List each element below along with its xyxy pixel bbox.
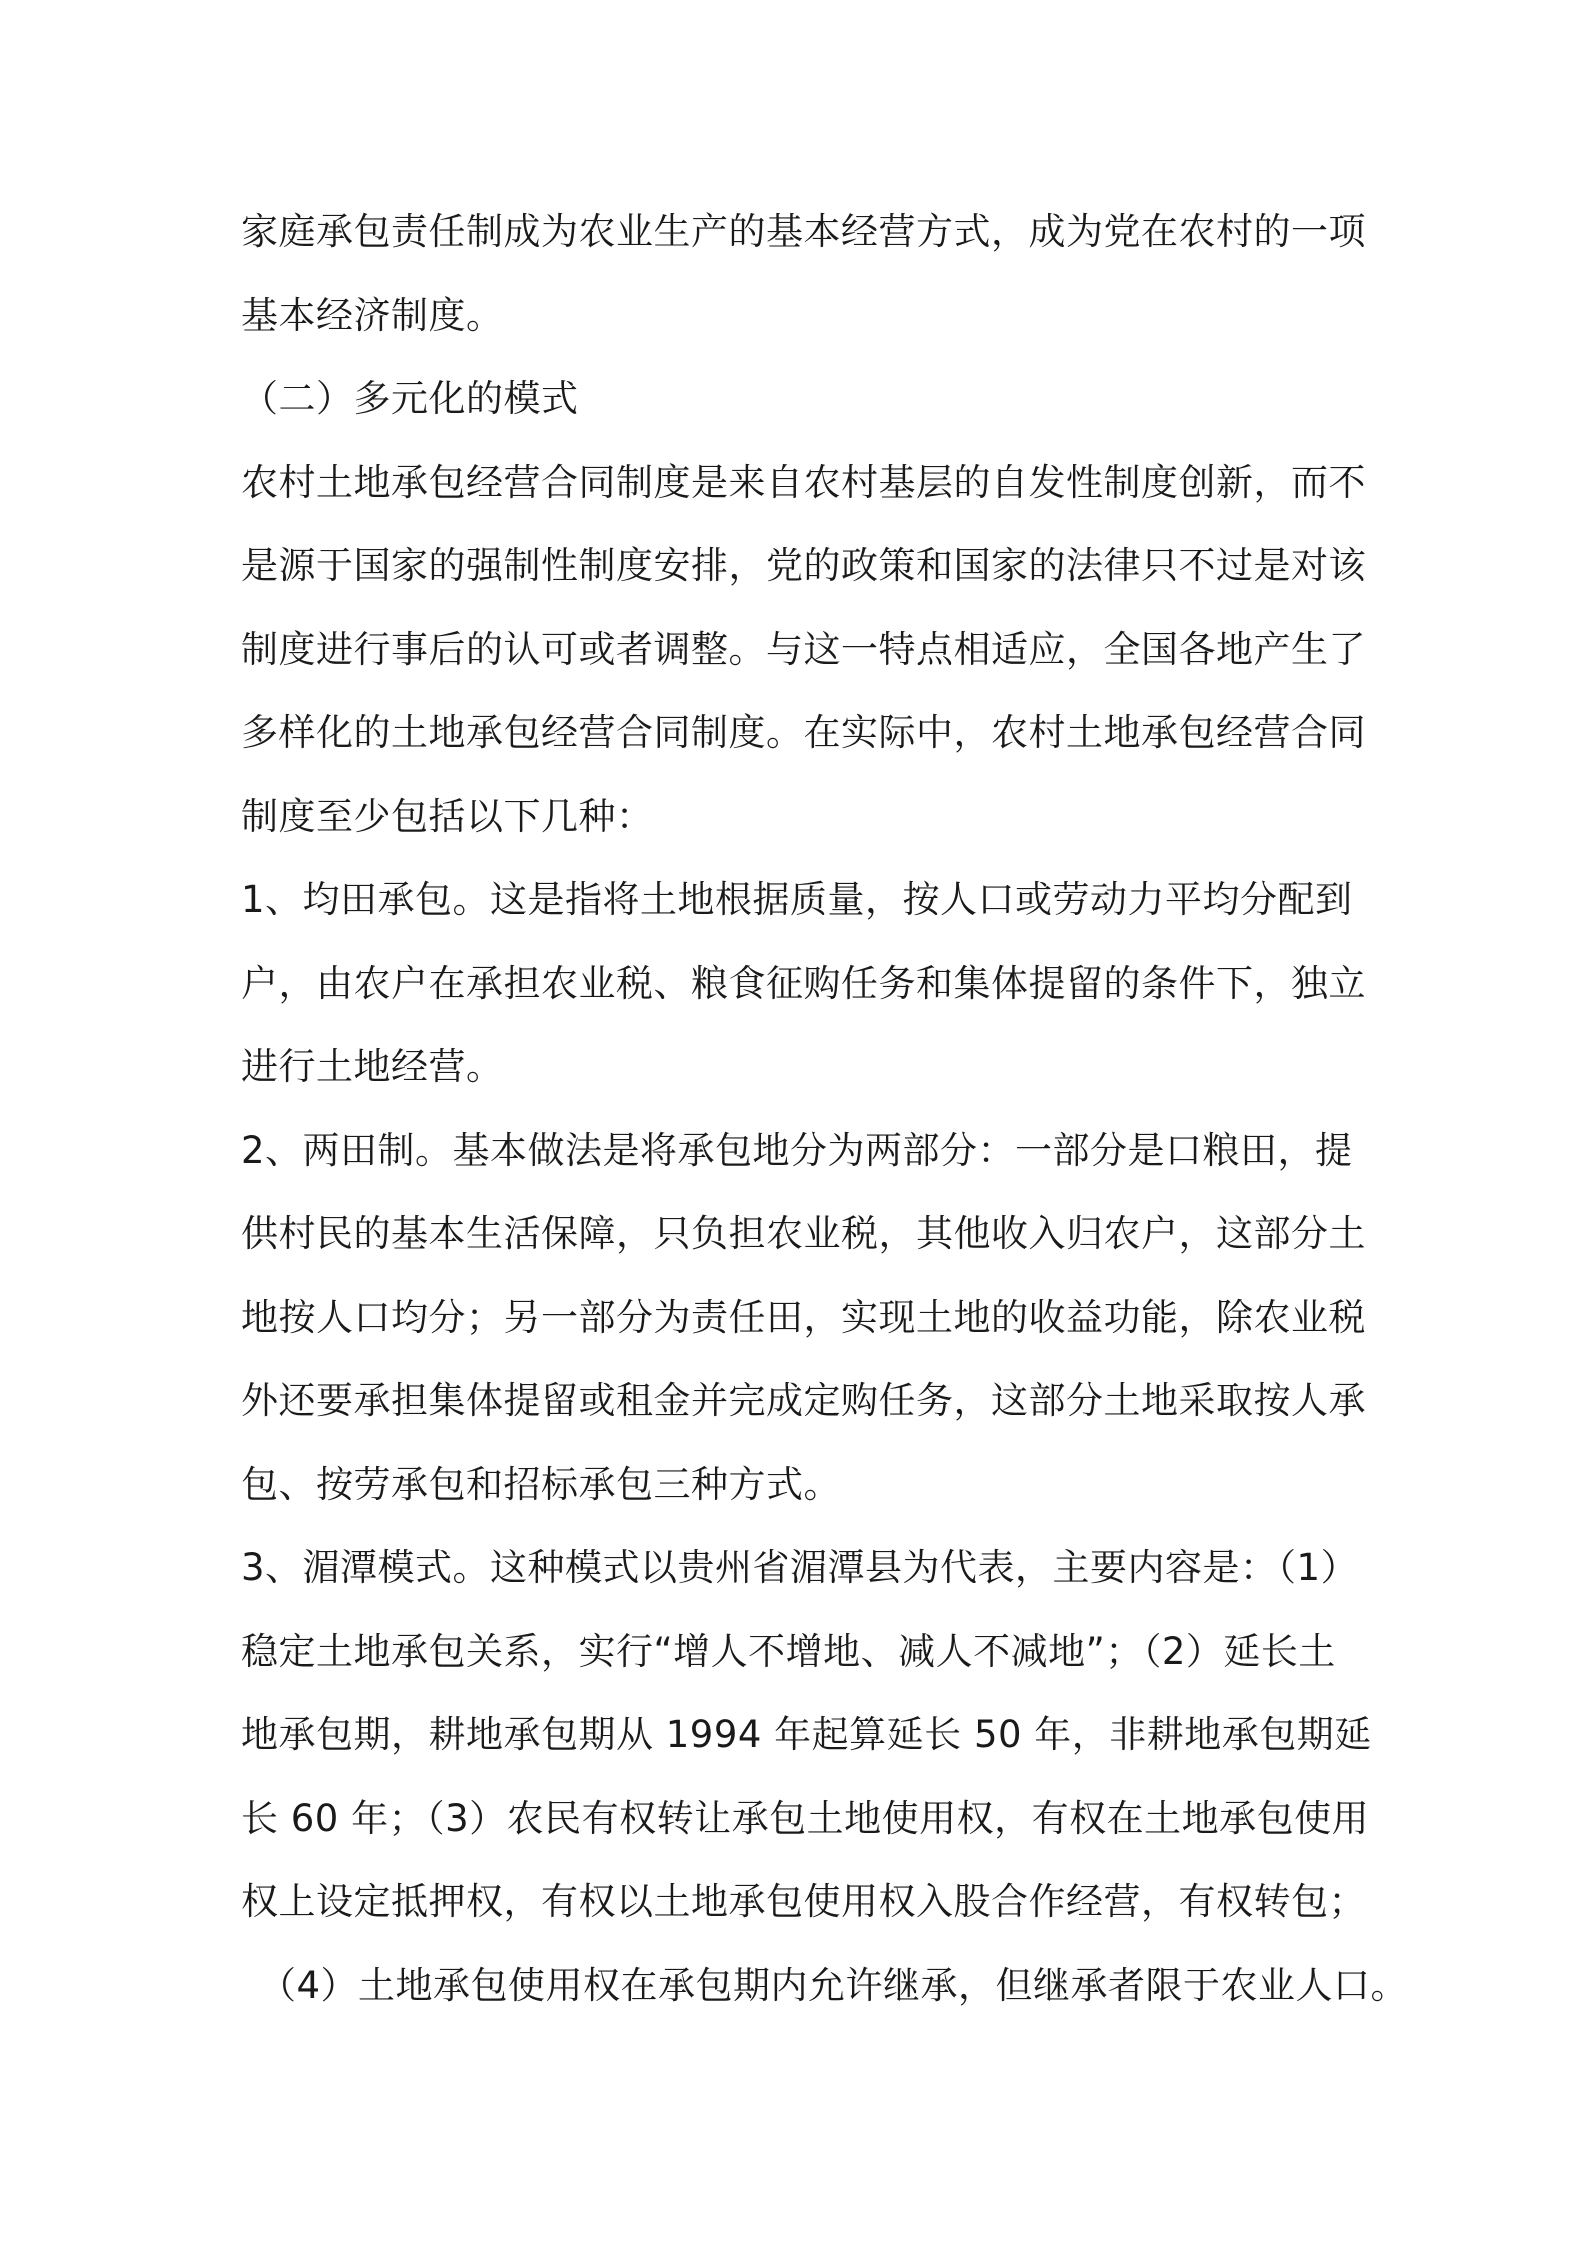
list-item-3-line: 地承包期，耕地承包期从 1994 年起算延长 50 年，非耕地承包期延 [241,1713,1372,1756]
list-item-2-line: 外还要承担集体提留或租金并完成定购任务，这部分土地采取按人承 [241,1379,1366,1422]
document-body [241,190,1409,2027]
list-item-3-line: 长 60 年；（3）农民有权转让承包土地使用权，有权在土地承包使用 [241,1796,1370,1840]
list-item-2-line: 包、按劳承包和招标承包三种方式。 [241,1462,841,1506]
list-item-1-line: 户，由农户在承担农业税、粮食征购任务和集体提留的条件下，独立 [241,961,1366,1005]
text-line: 基本经济制度。 [241,293,504,337]
list-item-1-line: 进行土地经营。 [241,1045,504,1088]
text-line: 多样化的土地承包经营合同制度。在实际中，农村土地承包经营合同 [241,711,1366,754]
list-item-2-line: 地按人口均分；另一部分为责任田，实现土地的收益功能，除农业税 [241,1295,1366,1339]
text-line: 家庭承包责任制成为农业生产的基本经营方式，成为党在农村的一项 [241,210,1366,253]
list-item-3-line: 权上设定抵押权，有权以土地承包使用权入股合作经营，有权转包； [241,1880,1366,1923]
list-item-1-line: 1、均田承包。这是指将土地根据质量，按人口或劳动力平均分配到 [241,878,1353,921]
list-item-2-line: 2、两田制。基本做法是将承包地分为两部分：一部分是口粮田，提 [241,1128,1353,1172]
text-line: 农村土地承包经营合同制度是来自农村基层的自发性制度创新，而不 [241,460,1366,504]
list-item-3-line: 稳定土地承包关系，实行“增人不增地、减人不减地”；（2）延长土 [241,1629,1336,1673]
text-line: 制度至少包括以下几种： [241,794,654,838]
list-item-3-line: （4）土地承包使用权在承包期内允许继承，但继承者限于农业人口。 [259,1963,1409,2007]
list-item-3-line: 3、湄潭模式。这种模式以贵州省湄潭县为代表，主要内容是：（1） [241,1546,1359,1589]
text-line: 是源于国家的强制性制度安排，党的政策和国家的法律只不过是对该 [241,544,1366,587]
list-item-2-line: 供村民的基本生活保障，只负担农业税，其他收入归农户，这部分土 [241,1212,1366,1255]
text-line: 制度进行事后的认可或者调整。与这一特点相适应，全国各地产生了 [241,627,1366,671]
section-heading: （二）多元化的模式 [241,377,579,420]
